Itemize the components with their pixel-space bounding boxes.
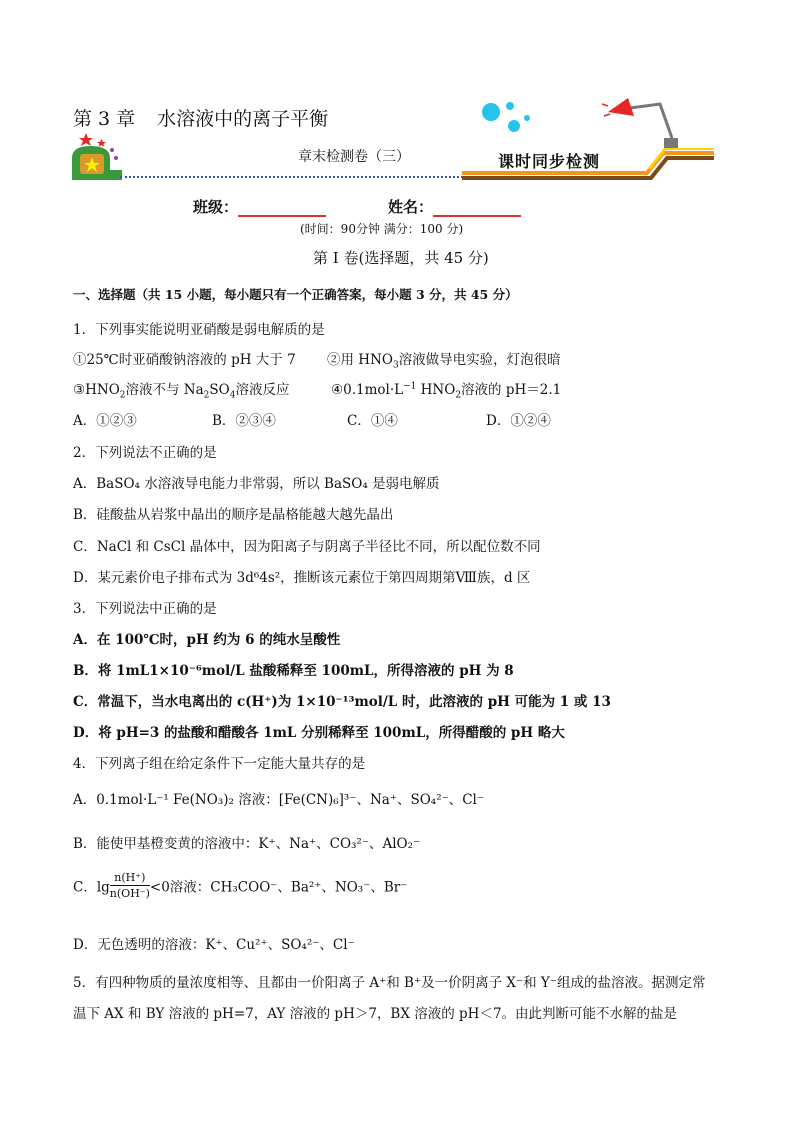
q1-statement-2: ②用 $HNO_3$溶液做导电实验，灯泡很暗 bbox=[327, 352, 561, 371]
q4-option-a[interactable]: A．0.1mol·L⁻¹ Fe(NO₃)₂ 溶液：[Fe(CN)₆]³⁻、Na⁺、SO₄²⁻、Cl⁻ bbox=[73, 792, 484, 808]
q4-option-b[interactable]: B．能使甲基橙变黄的溶液中：K⁺、Na⁺、CO₃²⁻、AlO₂⁻ bbox=[73, 836, 421, 852]
dotted-divider bbox=[120, 176, 475, 178]
name-field[interactable] bbox=[388, 196, 521, 217]
class-blank[interactable] bbox=[238, 199, 326, 217]
q3-option-a[interactable]: A．在 100℃时，pH 约为 6 的纯水呈酸性 bbox=[73, 632, 341, 648]
q1-statement-3: $③HNO_2$溶液不与 $Na_2SO_4$溶液反应 bbox=[73, 382, 290, 401]
section-title: 一、选择题（共 15 小题，每小题只有一个正确答案，每小题 3 分，共 45 分） bbox=[73, 287, 518, 302]
chapter-heading bbox=[73, 104, 328, 131]
exam-time: (时间：90分钟 满分：100 分) bbox=[300, 222, 464, 236]
q2-option-c[interactable]: C．NaCl 和 CsCl 晶体中，因为阳离子与阴离子半径比不同，所以配位数不同 bbox=[73, 539, 541, 555]
q2-stem: 2．下列说法不正确的是 bbox=[73, 445, 217, 461]
q4-option-c[interactable]: C．lg $\frac{n(H^+)}{n(OH^-)}$ <0溶液：CH₃COO⁻、Ba²⁺、NO₃⁻、Br⁻ bbox=[73, 871, 408, 900]
name-blank[interactable] bbox=[433, 199, 521, 217]
desk-lamp-icon bbox=[600, 94, 690, 154]
chapter-number: 第 3 章 bbox=[73, 108, 136, 130]
q1-statement-1: ①25℃时亚硝酸钠溶液的 pH 大于 7 bbox=[73, 352, 296, 368]
volume-title: 第 I 卷(选择题，共 45 分) bbox=[313, 249, 489, 267]
q2-option-a[interactable]: A．BaSO₄ 水溶液导电能力非常弱，所以 BaSO₄ 是弱电解质 bbox=[73, 476, 440, 492]
q4-stem: 4．下列离子组在给定条件下一定能大量共存的是 bbox=[73, 756, 366, 772]
name-label: 姓名： bbox=[388, 198, 434, 216]
chapter-title: 水溶液中的离子平衡 bbox=[157, 108, 329, 130]
q2-option-b[interactable]: B．硅酸盐从岩浆中晶出的顺序是晶格能越大越先晶出 bbox=[73, 507, 394, 523]
q3-stem: 3．下列说法中正确的是 bbox=[73, 601, 217, 617]
q5-stem-line2: 温下 AX 和 BY 溶液的 pH=7，AY 溶液的 pH＞7，BX 溶液的 pH＜7。由此判断可能不水解的盐是 bbox=[73, 1006, 678, 1022]
q3-option-b[interactable]: B．将 1mL1×10⁻⁶mol/L 盐酸稀释至 100mL，所得溶液的 pH 为 8 bbox=[73, 663, 514, 679]
sync-test-badge: 课时同步检测 bbox=[498, 152, 601, 171]
q1-statement-4: $④0.1mol\cdot L^{-1}$ $HNO_2$溶液的 pH＝2.1 bbox=[331, 381, 562, 401]
q2-option-d[interactable]: D．某元素价电子排布式为 3d⁶4s²，推断该元素位于第四周期第Ⅷ族，d 区 bbox=[73, 570, 531, 586]
q1-option-c[interactable]: C．①④ bbox=[347, 413, 398, 429]
bubbles-icon bbox=[478, 96, 538, 146]
q3-option-c[interactable]: C．常温下，当水电离出的 c(H⁺)为 1×10⁻¹³mol/L 时，此溶液的 pH 可能为 1 或 13 bbox=[73, 694, 611, 710]
q4-fraction: $\frac{n(H^+)}{n(OH^-)}$ bbox=[109, 871, 150, 900]
chapter-logo-icon bbox=[70, 128, 125, 182]
q1-option-d[interactable]: D．①②④ bbox=[486, 413, 551, 429]
q4-option-d[interactable]: D．无色透明的溶液：K⁺、Cu²⁺、SO₄²⁻、Cl⁻ bbox=[73, 937, 355, 953]
class-field[interactable] bbox=[193, 196, 326, 217]
q5-stem-line1: 5．有四种物质的量浓度相等、且都由一价阳离子 A⁺和 B⁺及一价阴离子 X⁻和 Y⁻组成的盐溶液。据测定常 bbox=[73, 975, 706, 991]
class-label: 班级： bbox=[193, 198, 239, 216]
q3-option-d[interactable]: D．将 pH=3 的盐酸和醋酸各 1mL 分别稀释至 100mL，所得醋酸的 pH 略大 bbox=[73, 725, 565, 741]
exam-subtitle: 章末检测卷（三） bbox=[298, 149, 410, 165]
q1-option-b[interactable]: B．②③④ bbox=[212, 413, 276, 429]
q1-stem: 1．下列事实能说明亚硝酸是弱电解质的是 bbox=[73, 322, 325, 338]
q1-option-a[interactable]: A．①②③ bbox=[73, 413, 137, 429]
